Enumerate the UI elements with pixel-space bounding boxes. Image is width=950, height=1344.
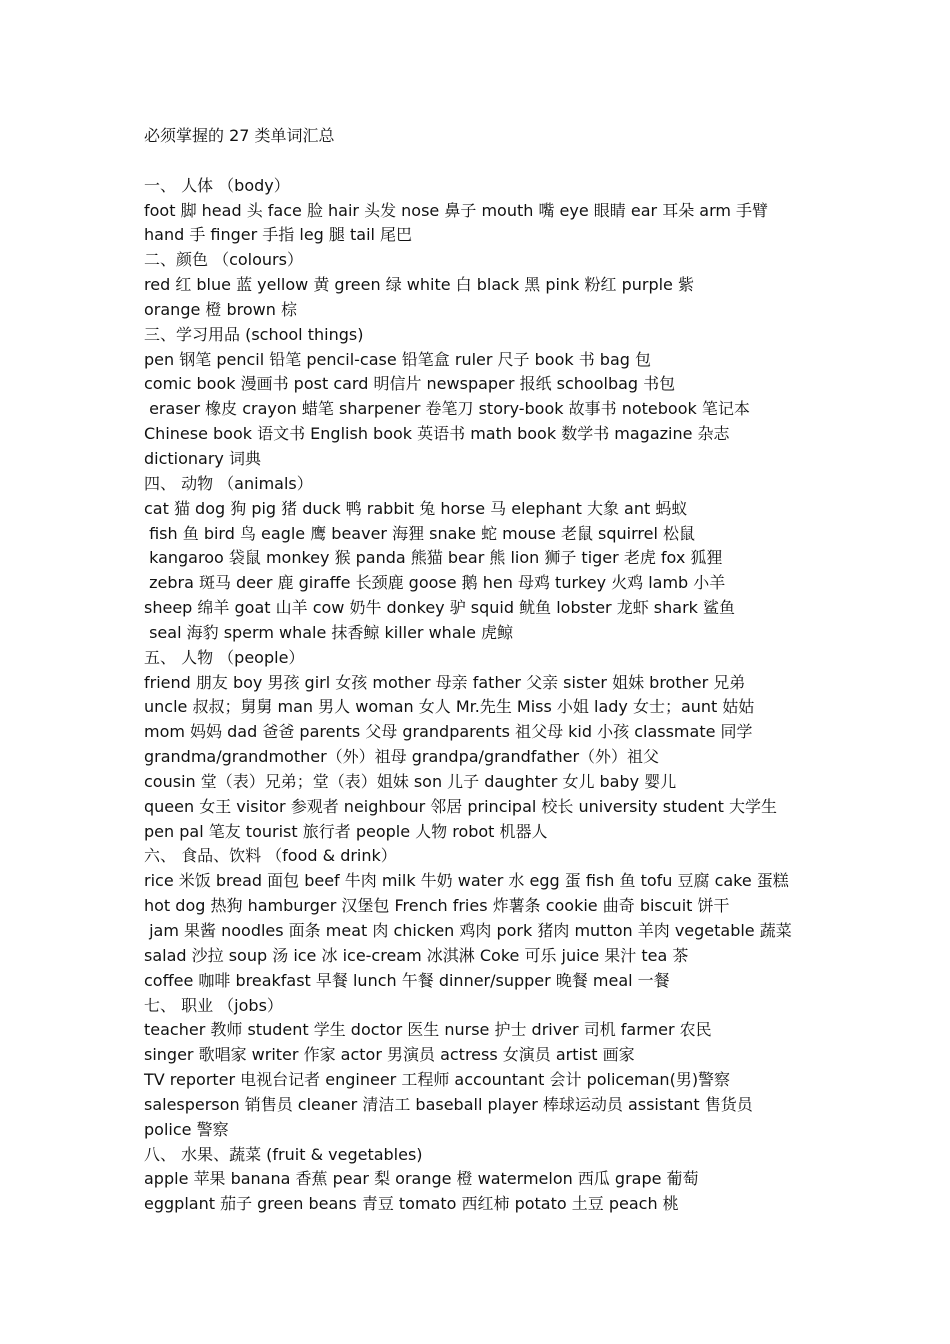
vocab-line: sheep 绵羊 goat 山羊 cow 奶牛 donkey 驴 squid 鱿鱼 lobster 龙虾 shark 鲨鱼 xyxy=(144,598,736,618)
section-heading-colours: 二、颜色 （colours） xyxy=(144,250,303,270)
vocab-line: rice 米饭 bread 面包 beef 牛肉 milk 牛奶 water 水 egg 蛋 fish 鱼 tofu 豆腐 cake 蛋糕 xyxy=(144,871,789,891)
vocab-line: Chinese book 语文书 English book 英语书 math book 数学书 magazine 杂志 xyxy=(144,424,730,444)
vocab-line: uncle 叔叔；舅舅 man 男人 woman 女人 Mr.先生 Miss 小姐 lady 女士；aunt 姑姑 xyxy=(144,697,755,717)
vocab-line: dictionary 词典 xyxy=(144,448,261,468)
section-heading-fruit-vegetables: 八、 水果、蔬菜 (fruit & vegetables) xyxy=(144,1144,423,1164)
vocab-line: cat 猫 dog 狗 pig 猪 duck 鸭 rabbit 兔 horse 马 elephant 大象 ant 蚂蚁 xyxy=(144,498,688,518)
document-content xyxy=(144,124,824,1217)
vocab-line: jam 果酱 noodles 面条 meat 肉 chicken 鸡肉 pork 猪肉 mutton 羊肉 vegetable 蔬菜 xyxy=(144,921,792,940)
vocab-line: eraser 橡皮 crayon 蜡笔 sharpener 卷笔刀 story-book 故事书 notebook 笔记本 xyxy=(144,399,750,419)
vocab-line: grandma/grandmother（外）祖母 grandpa/grandfather（外）祖父 xyxy=(144,747,660,767)
vocab-line: red 红 blue 蓝 yellow 黄 green 绿 white 白 black 黑 pink 粉红 purple 紫 xyxy=(144,275,694,295)
vocab-line: friend 朋友 boy 男孩 girl 女孩 mother 母亲 father 父亲 sister 姐妹 brother 兄弟 xyxy=(144,672,746,692)
section-heading-animals: 四、 动物 （animals） xyxy=(144,473,313,493)
vocab-line: fish 鱼 bird 鸟 eagle 鹰 beaver 海狸 snake 蛇 mouse 老鼠 squirrel 松鼠 xyxy=(144,523,696,543)
vocab-line: hot dog 热狗 hamburger 汉堡包 French fries 炸薯条 cookie 曲奇 biscuit 饼干 xyxy=(144,896,730,916)
section-heading-food-drink: 六、 食品、饮料 （food & drink） xyxy=(144,846,397,866)
vocab-line: police 警察 xyxy=(144,1119,229,1139)
vocab-line: salad 沙拉 soup 汤 ice 冰 ice-cream 冰淇淋 Coke 可乐 juice 果汁 tea 茶 xyxy=(144,945,689,965)
vocab-line: foot 脚 head 头 face 脸 hair 头发 nose 鼻子 mouth 嘴 eye 眼睛 ear 耳朵 arm 手臂 xyxy=(144,200,769,220)
vocab-line: mom 妈妈 dad 爸爸 parents 父母 grandparents 祖父母 kid 小孩 classmate 同学 xyxy=(144,722,753,742)
vocab-line: seal 海豹 sperm whale 抹香鲸 killer whale 虎鲸 xyxy=(144,622,514,642)
vocab-line: pen 钢笔 pencil 铅笔 pencil-case 铅笔盒 ruler 尺子 book 书 bag 包 xyxy=(144,349,652,369)
vocab-line: pen pal 笔友 tourist 旅行者 people 人物 robot 机器人 xyxy=(144,821,548,841)
vocab-line: queen 女王 visitor 参观者 neighbour 邻居 principal 校长 university student 大学生 xyxy=(144,796,777,816)
section-heading-jobs: 七、 职业 （jobs） xyxy=(144,995,283,1015)
section-heading-body: 一、 人体 （body） xyxy=(144,175,290,195)
vocab-line: singer 歌唱家 writer 作家 actor 男演员 actress 女演员 artist 画家 xyxy=(144,1045,635,1065)
section-heading-people: 五、 人物 （people） xyxy=(144,647,305,667)
vocab-line: teacher 教师 student 学生 doctor 医生 nurse 护士 driver 司机 farmer 农民 xyxy=(144,1020,712,1040)
vocab-line: TV reporter 电视台记者 engineer 工程师 accountant 会计 policeman(男)警察 xyxy=(144,1070,731,1090)
document-title: 必须掌握的 27 类单词汇总 xyxy=(144,126,335,145)
vocab-line: zebra 斑马 deer 鹿 giraffe 长颈鹿 goose 鹅 hen 母鸡 turkey 火鸡 lamb 小羊 xyxy=(144,573,726,593)
section-heading-school-things: 三、学习用品 (school things) xyxy=(144,324,364,344)
vocab-line: kangaroo 袋鼠 monkey 猴 panda 熊猫 bear 熊 lion 狮子 tiger 老虎 fox 狐狸 xyxy=(144,548,723,568)
blank-line xyxy=(144,149,824,174)
vocab-line: cousin 堂（表）兄弟；堂（表）姐妹 son 儿子 daughter 女儿 baby 婴儿 xyxy=(144,771,677,791)
vocab-line: comic book 漫画书 post card 明信片 newspaper 报纸 schoolbag 书包 xyxy=(144,374,676,394)
vocab-line: salesperson 销售员 cleaner 清洁工 baseball player 棒球运动员 assistant 售货员 xyxy=(144,1094,753,1114)
vocab-line: apple 苹果 banana 香蕉 pear 梨 orange 橙 watermelon 西瓜 grape 葡萄 xyxy=(144,1169,699,1189)
vocab-line: hand 手 finger 手指 leg 腿 tail 尾巴 xyxy=(144,225,413,245)
vocab-line: eggplant 茄子 green beans 青豆 tomato 西红柿 potato 土豆 peach 桃 xyxy=(144,1194,679,1214)
vocab-line: orange 橙 brown 棕 xyxy=(144,299,297,319)
vocab-line: coffee 咖啡 breakfast 早餐 lunch 午餐 dinner/supper 晚餐 meal 一餐 xyxy=(144,970,670,990)
